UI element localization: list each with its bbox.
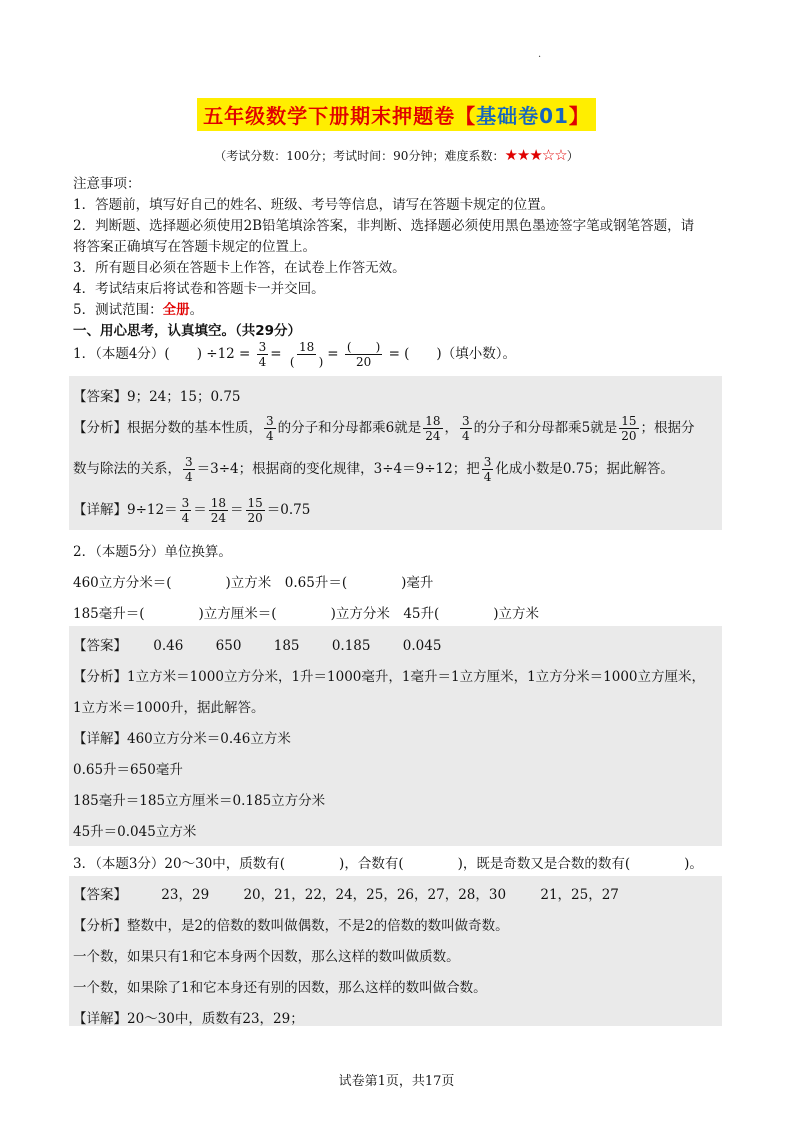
text: 【详解】9÷12＝: [73, 502, 178, 518]
numerator: 3: [258, 340, 267, 354]
section-heading: 一、用心思考，认真填空。（共29分）: [73, 323, 302, 339]
title-highlight: [197, 98, 596, 131]
title-main: 五年级数学下册期末押题卷: [203, 104, 456, 128]
note-5-label: 5．测试范围：: [73, 302, 163, 318]
exam-info-close: ）: [566, 149, 579, 163]
q3-detail-1: 【详解】20～30中，质数有23，29；: [73, 1011, 304, 1027]
numerator: 3: [185, 455, 193, 469]
denominator: ( ): [289, 355, 324, 369]
fraction: [183, 455, 195, 484]
numerator: 3: [483, 455, 492, 469]
note-2a: 2．判断题、选择题必须使用2B铅笔填涂答案，非判断、选择题必须使用黑色墨迹签字笔或钢笔答题，请: [73, 218, 695, 234]
text: ，: [444, 420, 459, 436]
fraction: [619, 414, 638, 443]
q1-suffix: = ( )（填小数）。: [388, 346, 516, 362]
numerator: 18: [298, 340, 315, 354]
denominator: 4: [483, 470, 492, 484]
answer-value: 20，21，22，24，25，26，27，28，30: [243, 887, 507, 903]
text: ＝0.75: [266, 502, 311, 518]
numerator: 3: [266, 414, 274, 428]
fraction: [423, 414, 442, 443]
numerator: 15: [621, 414, 637, 428]
denominator: 20: [355, 355, 372, 369]
numerator: 18: [425, 414, 441, 428]
fraction: [264, 414, 276, 443]
q2-line2: 185毫升＝( )立方厘米＝( )立方分米 45升( )立方米: [73, 606, 540, 622]
text: ；根据分: [640, 420, 695, 436]
q2-line1: 460立方分米＝( )立方米 0.65升＝( )毫升: [73, 575, 434, 591]
answer-value: 185: [273, 638, 300, 654]
exam-info: [0, 146, 793, 164]
numerator: 3: [181, 496, 190, 510]
text: 的分子和分母都乘6就是: [277, 420, 422, 436]
fraction: [345, 340, 382, 369]
fraction: [288, 340, 325, 369]
fraction: [180, 496, 192, 525]
q3-analysis-1: 【分析】整数中，是2的倍数的数叫做偶数，不是2的倍数的数叫做奇数。: [73, 918, 509, 934]
note-5-scope: 全册: [162, 302, 190, 318]
title-paper-type: 基础卷01: [476, 104, 569, 128]
denominator: 4: [266, 429, 274, 443]
star-empty-icon: ☆☆: [541, 146, 567, 164]
q1-detail: [73, 496, 310, 525]
note-4: 4．考试结束后将试卷和答题卡一并交回。: [73, 281, 325, 297]
decorative-dot: ·: [538, 52, 542, 63]
note-2b: 将答案正确填写在答题卡规定的位置上。: [73, 239, 316, 255]
q2-detail-4: 45升＝0.045立方米: [73, 824, 197, 840]
q3-title: 3．（本题3分）20～30中，质数有( )，合数有( )，既是奇数又是合数的数有( )。: [73, 856, 703, 872]
q1-prefix: 1．（本题4分）( ) ÷12 =: [73, 346, 251, 362]
denominator: 24: [425, 429, 441, 443]
note-1: 1．答题前，填写好自己的姓名、班级、考号等信息，请写在答题卡规定的位置。: [73, 197, 555, 213]
denominator: 20: [247, 511, 263, 525]
answer-value: 0.185: [331, 638, 371, 654]
numerator: 3: [462, 414, 470, 428]
text: 数与除法的关系，: [73, 461, 181, 477]
q2-analysis-1: 【分析】1立方米＝1000立方分米，1升＝1000毫升，1毫升＝1立方厘米，1立方分米＝1000立方厘米，: [73, 669, 706, 685]
fraction: [246, 496, 265, 525]
q1-question: 1．（本题4分）( ) ÷12 = $\frac{3}{4}$ = $\frac{18}{( )}$ = $\frac{( )}{20}$ = ( )（填小数）。: [73, 340, 516, 369]
q3-analysis-2: 一个数，如果只有1和它本身两个因数，那么这样的数叫做质数。: [73, 949, 460, 965]
answer-value: 650: [215, 638, 242, 654]
text: 化成小数是0.75；据此解答。: [495, 461, 674, 477]
numerator: ( ): [346, 340, 381, 354]
text: ＝3÷4；根据商的变化规律，3÷4＝9÷12；把: [196, 461, 480, 477]
q2-answer: [73, 634, 441, 654]
q2-detail-3: 185毫升＝185立方厘米＝0.185立方分米: [73, 793, 326, 809]
note-5: [73, 298, 203, 318]
text: 的分子和分母都乘5就是: [473, 420, 618, 436]
numerator: 18: [210, 496, 227, 510]
fraction: [460, 414, 472, 443]
answer-value: 0.46: [153, 638, 184, 654]
note-3: 3．所有题目必须在答题卡上作答，在试卷上作答无效。: [73, 260, 406, 276]
numerator: 15: [247, 496, 263, 510]
text: ＝: [193, 502, 207, 518]
fraction: [482, 455, 494, 484]
q1-analysis-line1: [73, 414, 695, 443]
text: ＝: [230, 502, 244, 518]
q2-detail-2: 0.65升＝650毫升: [73, 762, 183, 778]
fraction: [209, 496, 228, 525]
text: 【分析】根据分数的基本性质，: [73, 420, 262, 436]
difficulty-stars: [504, 146, 566, 164]
denominator: 20: [621, 429, 637, 443]
q1-analysis-line2: [73, 455, 674, 484]
answer-value: 23，29: [161, 887, 210, 903]
denominator: 24: [210, 511, 227, 525]
q2-analysis-2: 1立方米＝1000升，据此解答。: [73, 700, 265, 716]
denominator: 4: [462, 429, 470, 443]
q2-detail-1: 【详解】460立方分米＝0.46立方米: [73, 731, 291, 747]
star-filled-icon: ★★★: [504, 146, 542, 164]
q1-answer: 【答案】9；24；15；0.75: [73, 389, 241, 405]
answer-value: 21，25，27: [540, 887, 619, 903]
page-footer: 试卷第1页，共17页: [338, 1074, 455, 1089]
note-5-end: 。: [189, 302, 204, 318]
q2-title: 2．（本题5分）单位换算。: [73, 544, 232, 560]
answer-value: 0.045: [402, 638, 442, 654]
notes-heading: 注意事项：: [73, 176, 141, 192]
page-title: [0, 98, 793, 131]
title-bracket-open: 【: [455, 104, 477, 128]
exam-info-text: （考试分数：100分；考试时间：90分钟；难度系数：: [214, 149, 505, 163]
answer-label: 【答案】: [73, 887, 127, 903]
answer-label: 【答案】: [73, 638, 127, 654]
denominator: 4: [258, 355, 267, 369]
denominator: 4: [181, 511, 190, 525]
fraction: [257, 340, 269, 369]
denominator: 4: [185, 470, 193, 484]
q3-answer: [73, 883, 619, 903]
q3-analysis-3: 一个数，如果除了1和它本身还有别的因数，那么这样的数叫做合数。: [73, 980, 487, 996]
title-bracket-close: 】: [568, 104, 590, 128]
